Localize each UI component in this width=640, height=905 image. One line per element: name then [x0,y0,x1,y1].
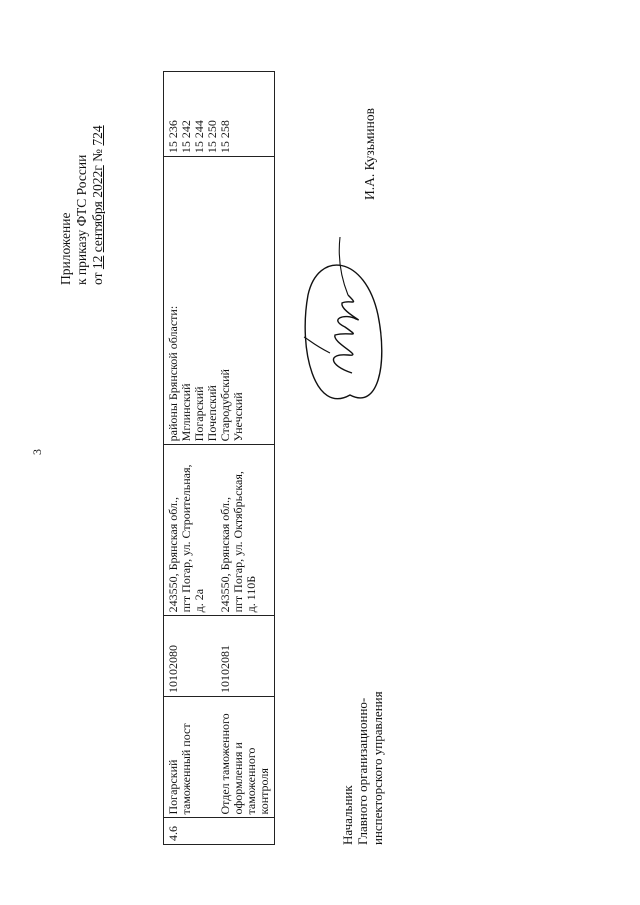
area-header: районы Брянской области: [166,305,180,442]
order-month-year: сентября 2022г [90,165,105,253]
row-number-cell [164,818,275,845]
post-address-line: 243550, Брянская обл., [166,496,180,613]
post-name-line: Погарский [166,759,180,815]
area-name: Стародубский [218,369,232,442]
dept-name-line: Отдел таможенного [218,713,232,815]
area-name: Погарский [192,386,206,442]
row-number: 4.6 [166,826,180,841]
signatory-title [340,691,385,845]
post-code: 10102080 [166,645,180,694]
appendix-order-ref: к приказу ФТС России [74,154,89,285]
number-sign: № [90,148,105,162]
order-number: 724 [90,125,105,146]
dept-address-line: д. 110Б [244,575,258,613]
area-name: Унечский [231,392,245,442]
area-name: Почепский [205,385,219,442]
table-row [164,72,275,845]
appendix-date-line [90,25,106,285]
appendix-header [58,25,106,285]
signatory-title-line: Начальник [340,785,355,845]
area-code: 15 236 [166,120,180,154]
area-code: 15 244 [192,120,206,154]
name-cell [164,697,275,818]
area-code: 15 258 [218,120,232,154]
customs-table [163,71,275,845]
signatory-title-line: Главного организационно- [355,697,370,845]
area-codes-cell [164,72,275,157]
appendix-title: Приложение [58,212,73,285]
date-prefix: от [90,272,105,285]
signatory-title-line: инспекторского управления [370,691,385,845]
dept-address-line: пгт Погар, ул. Октябрьская, [231,471,245,613]
area-code: 15 250 [205,120,219,154]
post-address-line: д. 2а [192,588,206,613]
dept-name-line: оформления и [231,742,245,815]
order-day: 12 [90,255,105,270]
area-code: 15 242 [179,120,193,154]
dept-name-line: таможенного [244,747,258,815]
post-name-line: таможенный пост [179,723,193,815]
dept-address-line: 243550, Брянская обл., [218,496,232,613]
address-cell [164,445,275,616]
page-number: 3 [30,449,44,455]
dept-code: 10102081 [218,645,232,694]
area-cell [164,157,275,445]
handwritten-signature [290,235,410,435]
code-cell [164,616,275,697]
dept-name-line: контроля [257,768,271,815]
signatory-name: И.А. Кузьминов [362,108,377,200]
post-address-line: пгт Погар, ул. Строительная, [179,464,193,613]
area-name: Мглинский [179,383,193,442]
